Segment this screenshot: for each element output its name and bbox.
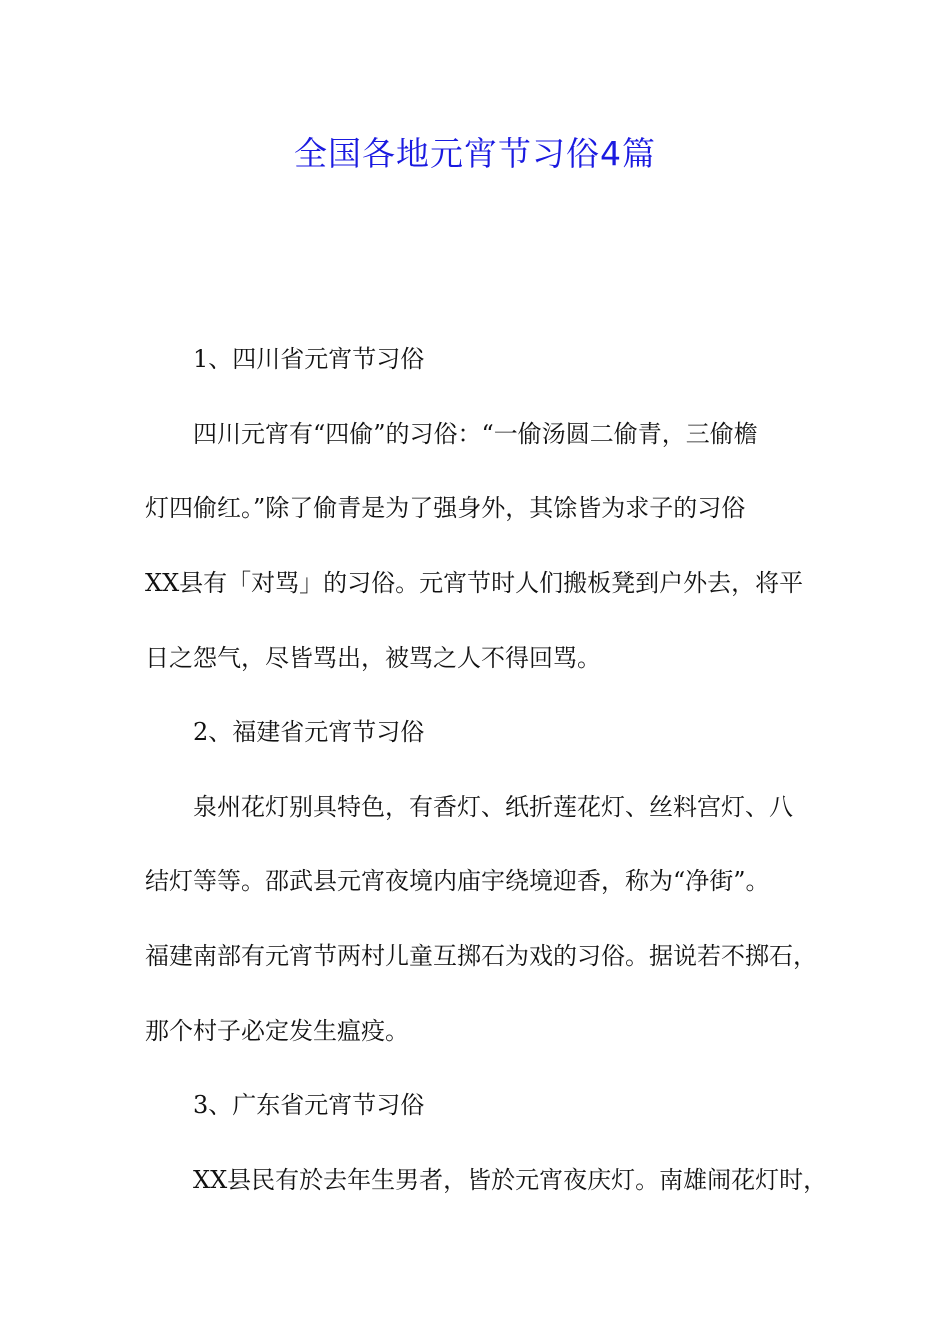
paragraph-line: 那个村子必定发生瘟疫。	[145, 1017, 409, 1045]
paragraph-line: 结灯等等。邵武县元宵夜境内庙宇绕境迎香，称为“净街”。	[145, 867, 770, 895]
paragraph-line: XX县有「对骂」的习俗。元宵节时人们搬板凳到户外去，将平	[145, 569, 804, 597]
paragraph-line: 福建南部有元宵节两村儿童互掷石为戏的习俗。据说若不掷石，	[145, 942, 817, 970]
document-title: 全国各地元宵节习俗4篇	[294, 134, 656, 173]
paragraph-line: 日之怨气，尽皆骂出，被骂之人不得回骂。	[145, 644, 601, 672]
section-heading-sichuan: 1、四川省元宵节习俗	[193, 345, 425, 373]
paragraph-line: 四川元宵有“四偷”的习俗：“一偷汤圆二偷青，三偷檐	[193, 420, 758, 448]
section-heading-fujian: 2、福建省元宵节习俗	[193, 718, 425, 746]
paragraph-line: XX县民有於去年生男者，皆於元宵夜庆灯。南雄闹花灯时，	[193, 1166, 828, 1194]
section-heading-guangdong: 3、广东省元宵节习俗	[193, 1091, 425, 1119]
paragraph-line: 泉州花灯别具特色，有香灯、纸折莲花灯、丝料宫灯、八	[193, 793, 793, 821]
paragraph-line: 灯四偷红。”除了偷青是为了强身外，其馀皆为求子的习俗	[145, 494, 746, 522]
